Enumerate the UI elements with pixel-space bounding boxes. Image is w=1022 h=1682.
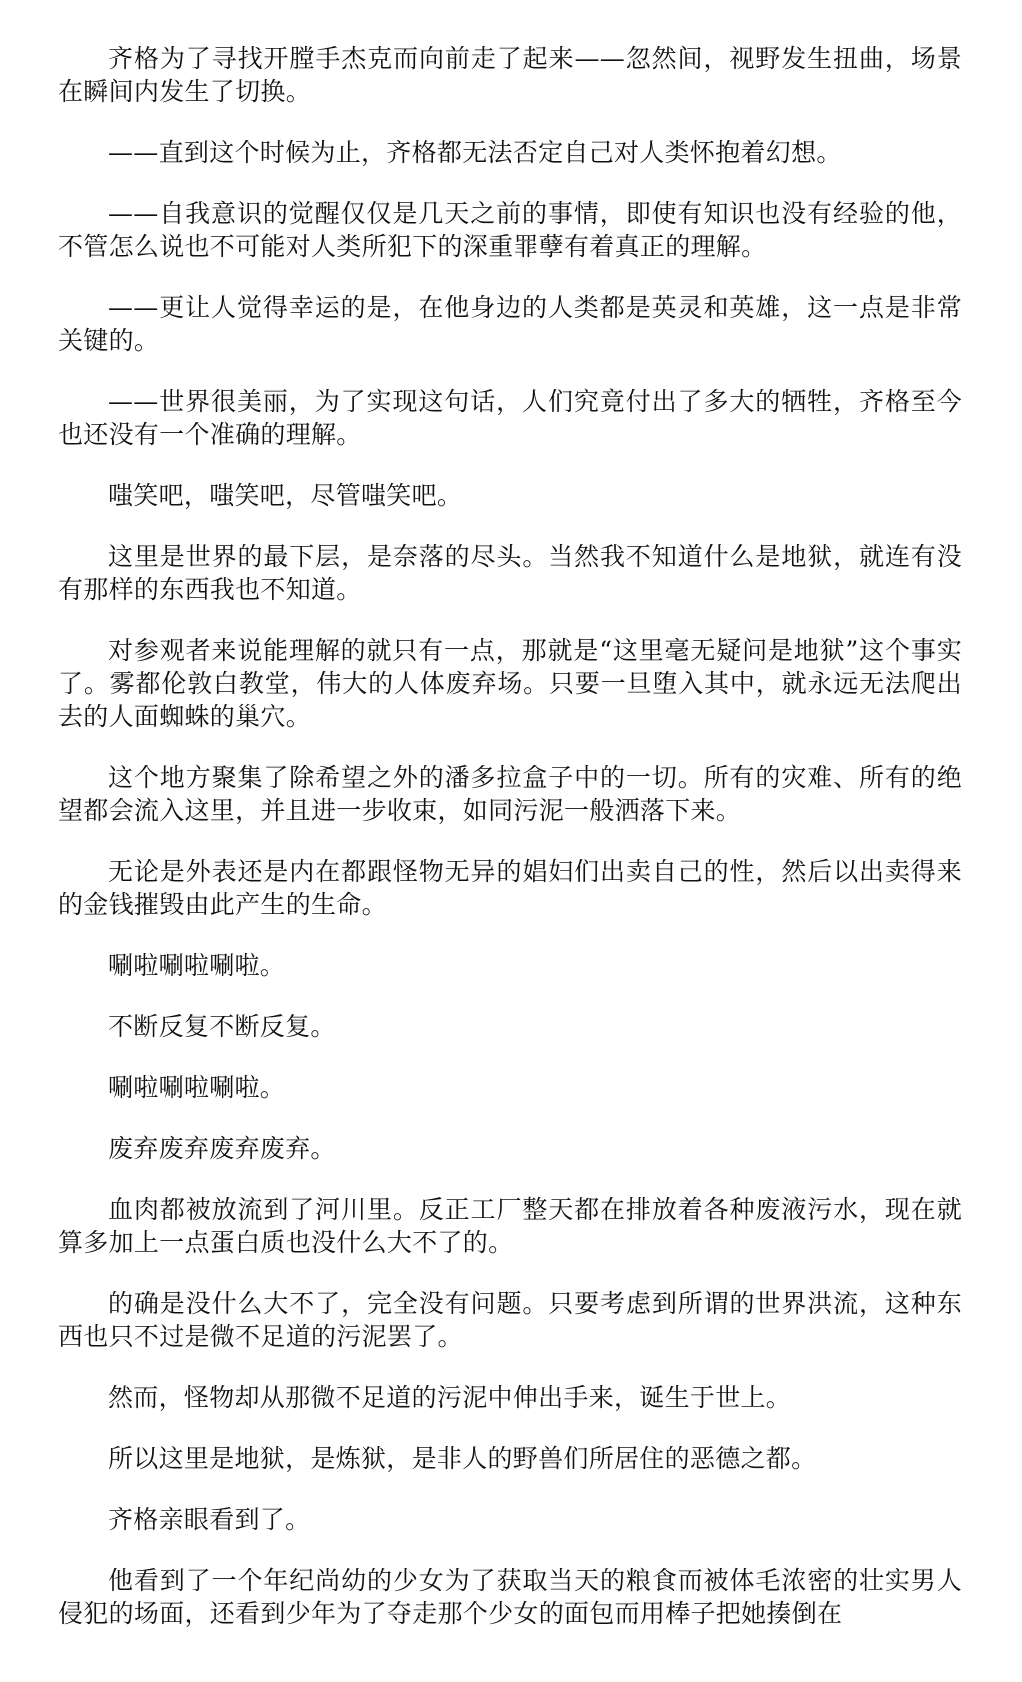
paragraph: ——更让人觉得幸运的是，在他身边的人类都是英灵和英雄，这一点是非常关键的。: [58, 293, 962, 355]
paragraph: 他看到了一个年纪尚幼的少女为了获取当天的粮食而被体毛浓密的壮实男人侵犯的场面，还看到少年为了夺走那个少女的面包而用棒子把她揍倒在: [58, 1566, 962, 1628]
paragraph: 对参观者来说能理解的就只有一点，那就是“这里毫无疑问是地狱”这个事实了。雾都伦敦白教堂，伟大的人体废弃场。只要一旦堕入其中，就永远无法爬出去的人面蜘蛛的巢穴。: [58, 636, 962, 731]
paragraph: 废弃废弃废弃废弃。: [108, 1134, 336, 1163]
paragraph: 唰啦唰啦唰啦。: [108, 951, 286, 980]
paragraph: ——世界很美丽，为了实现这句话，人们究竟付出了多大的牺牲，齐格至今也还没有一个准确的理解。: [58, 387, 962, 449]
paragraph: 齐格为了寻找开膛手杰克而向前走了起来——忽然间，视野发生扭曲，场景在瞬间内发生了切换。: [58, 44, 962, 106]
paragraph: 唰啦唰啦唰啦。: [108, 1073, 286, 1102]
paragraph: 无论是外表还是内在都跟怪物无异的娼妇们出卖自己的性，然后以出卖得来的金钱摧毁由此产生的生命。: [58, 857, 962, 919]
paragraph: 血肉都被放流到了河川里。反正工厂整天都在排放着各种废液污水，现在就算多加上一点蛋白质也没什么大不了的。: [58, 1195, 962, 1257]
paragraph: 不断反复不断反复。: [108, 1012, 336, 1041]
paragraph: 嗤笑吧，嗤笑吧，尽管嗤笑吧。: [108, 481, 463, 510]
paragraph: 齐格亲眼看到了。: [108, 1505, 311, 1534]
paragraph: 然而，怪物却从那微不足道的污泥中伸出手来，诞生于世上。: [108, 1383, 792, 1412]
paragraph: 所以这里是地狱，是炼狱，是非人的野兽们所居住的恶德之都。: [108, 1444, 817, 1473]
document-page: [58, 42, 962, 1658]
paragraph: ——直到这个时候为止，齐格都无法否定自己对人类怀抱着幻想。: [108, 138, 842, 167]
paragraph: 这个地方聚集了除希望之外的潘多拉盒子中的一切。所有的灾难、所有的绝望都会流入这里，并且进一步收束，如同污泥一般洒落下来。: [58, 763, 962, 825]
paragraph: 这里是世界的最下层，是奈落的尽头。当然我不知道什么是地狱，就连有没有那样的东西我也不知道。: [58, 542, 962, 604]
paragraph: 的确是没什么大不了，完全没有问题。只要考虑到所谓的世界洪流，这种东西也只不过是微不足道的污泥罢了。: [58, 1289, 962, 1351]
paragraph: ——自我意识的觉醒仅仅是几天之前的事情，即使有知识也没有经验的他，不管怎么说也不可能对人类所犯下的深重罪孽有着真正的理解。: [58, 199, 962, 261]
